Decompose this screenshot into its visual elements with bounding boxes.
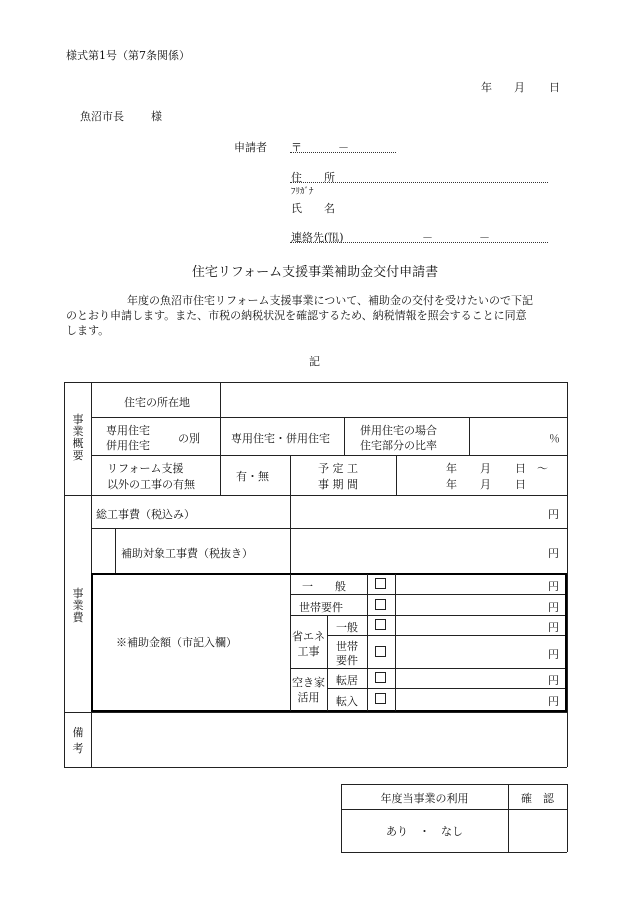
contact-field[interactable] <box>290 242 548 243</box>
name-label: 氏 名 <box>291 202 335 215</box>
body-line-2: のとおり申請します。また、市税の納税状況を確認するため、納税情報を照会することに同意 <box>66 309 527 322</box>
location-field[interactable] <box>222 384 566 416</box>
period-end-year: 年 <box>446 478 457 491</box>
document-title: 住宅リフォーム支援事業補助金交付申請書 <box>191 265 439 280</box>
date-month: 月 <box>514 81 525 94</box>
applicant-label: 申請者 <box>234 141 267 154</box>
period-label-line-2: 事 期 間 <box>318 478 358 491</box>
section-bikou-label: 備考 <box>72 726 84 755</box>
yes-no-options[interactable]: 有・無 <box>236 470 269 483</box>
move-in-yen: 円 <box>548 695 559 708</box>
housing-type-suffix: の別 <box>178 432 200 445</box>
energy-general-label: 一般 <box>336 621 358 634</box>
energy-household-checkbox[interactable] <box>375 646 386 657</box>
total-cost-label: 総工事費（税込み） <box>96 508 195 521</box>
energy-general-checkbox[interactable] <box>375 619 386 630</box>
contact-dash-2: － <box>479 231 490 244</box>
form-number: 様式第1号（第7条関係） <box>66 49 190 62</box>
address-label: 住 所 <box>291 171 335 184</box>
subsidy-household-checkbox[interactable] <box>375 599 386 610</box>
eligible-cost-yen: 円 <box>548 547 559 560</box>
energy-household-line-1: 世帯 <box>336 640 358 653</box>
mixed-ratio-line-2: 住宅部分の比率 <box>360 439 437 452</box>
contact-dash-1: － <box>422 231 433 244</box>
housing-type-line-1: 専用住宅 <box>106 424 150 437</box>
postal-dash: － <box>338 141 349 154</box>
energy-label-line-1: 省エネ <box>292 630 325 643</box>
section-gaiyou-label: 事業概要 <box>72 413 84 462</box>
subsidy-general-yen: 円 <box>548 580 559 593</box>
location-label: 住宅の所在地 <box>124 396 190 409</box>
eligible-cost-field[interactable] <box>292 530 502 571</box>
period-start-year: 年 <box>446 462 457 475</box>
other-work-line-1: リフォーム支援 <box>107 462 184 475</box>
furigana-label: ﾌﾘｶﾞﾅ <box>291 187 314 197</box>
contact-label: 連絡先(℡) <box>291 231 344 244</box>
period-start-day: 日 <box>515 462 526 475</box>
move-out-checkbox[interactable] <box>375 672 386 683</box>
period-label-line-1: 予 定 工 <box>318 462 358 475</box>
move-in-checkbox[interactable] <box>375 693 386 704</box>
period-tilde: ～ <box>537 462 548 475</box>
energy-household-yen: 円 <box>548 648 559 661</box>
move-in-label: 転入 <box>336 695 358 708</box>
period-end-month: 月 <box>480 478 491 491</box>
total-cost-field[interactable] <box>292 497 502 526</box>
energy-household-line-2: 要件 <box>336 654 358 667</box>
usage-options[interactable]: あり ・ なし <box>386 825 463 838</box>
vacant-label-line-1: 空き家 <box>292 676 325 689</box>
energy-general-yen: 円 <box>548 621 559 634</box>
postal-mark: 〒 <box>291 141 302 154</box>
energy-label-line-2: 工事 <box>297 645 320 658</box>
total-cost-yen: 円 <box>548 508 559 521</box>
percent-sign: ％ <box>549 432 560 445</box>
housing-type-options[interactable]: 専用住宅・併用住宅 <box>231 432 330 445</box>
vacant-label-line-2: 活用 <box>297 691 320 704</box>
subsidy-household-label: 世帯要件 <box>299 601 343 614</box>
period-end-day: 日 <box>515 478 526 491</box>
subsidy-general-checkbox[interactable] <box>375 578 386 589</box>
postal-code-field[interactable] <box>290 152 396 153</box>
subsidy-household-yen: 円 <box>548 601 559 614</box>
mixed-ratio-line-1: 併用住宅の場合 <box>360 424 437 437</box>
date-day: 日 <box>549 81 560 94</box>
subsidy-label: ※補助金額（市記入欄） <box>116 636 237 649</box>
date-year: 年 <box>481 81 492 94</box>
usage-header: 年度当事業の利用 <box>380 792 469 805</box>
move-out-yen: 円 <box>548 674 559 687</box>
period-start-month: 月 <box>480 462 491 475</box>
subsidy-general-label: 一 般 <box>302 580 346 593</box>
remarks-field[interactable] <box>93 714 565 765</box>
move-out-label: 転居 <box>336 674 358 687</box>
section-jigyouhi-label: 事業費 <box>72 587 84 624</box>
eligible-cost-label: 補助対象工事費（税抜き） <box>121 547 253 560</box>
body-line-3: します。 <box>66 324 110 337</box>
usage-confirm-field[interactable] <box>510 811 565 850</box>
address-field[interactable] <box>290 182 548 183</box>
usage-confirm-header: 確 認 <box>521 792 554 805</box>
housing-type-line-2: 併用住宅 <box>106 439 150 452</box>
ki-label: 記 <box>309 355 320 368</box>
honorific: 様 <box>151 110 162 123</box>
other-work-line-2: 以外の工事の有無 <box>107 478 195 491</box>
body-line-1: 年度の魚沼市住宅リフォーム支援事業について、補助金の交付を受けたいので下記 <box>127 294 534 307</box>
addressee: 魚沼市長 <box>80 110 124 123</box>
